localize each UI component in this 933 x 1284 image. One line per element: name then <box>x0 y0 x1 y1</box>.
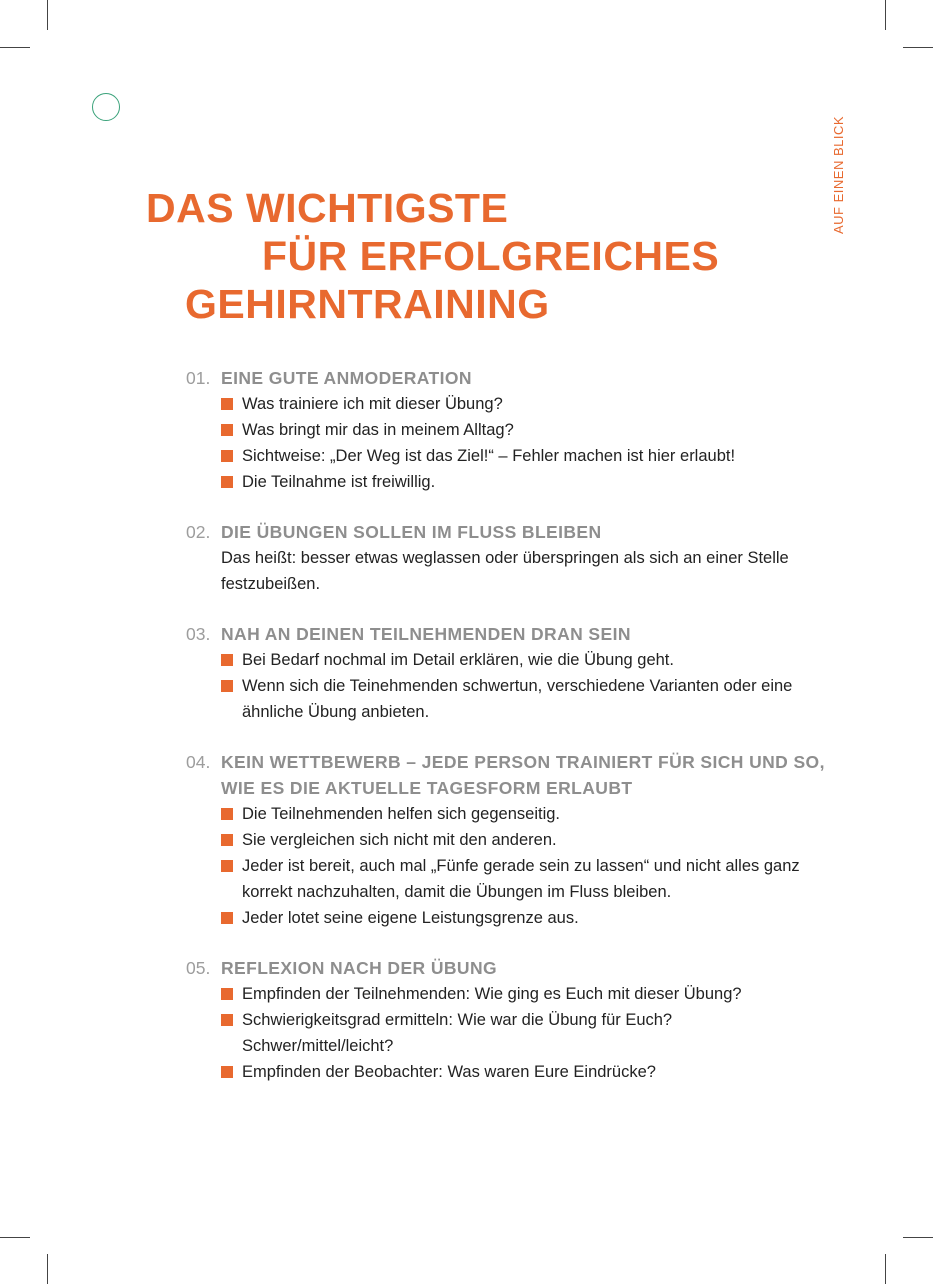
section-title: REFLEXION NACH DER ÜBUNG <box>221 958 497 978</box>
section-4 <box>186 749 826 931</box>
bullet-square-icon <box>221 834 233 846</box>
section-title: NAH AN DEINEN TEILNEHMENDEN DRAN SEIN <box>221 624 631 644</box>
section-heading <box>186 749 826 801</box>
list-item-text: Sichtweise: „Der Weg ist das Ziel!“ – Fehler machen ist hier erlaubt! <box>242 447 736 465</box>
list-item <box>221 827 826 853</box>
bullet-list <box>186 391 826 495</box>
bullet-square-icon <box>221 1066 233 1078</box>
bullet-square-icon <box>221 450 233 462</box>
section-number: 03. <box>186 624 211 644</box>
section-1 <box>186 365 826 495</box>
section-heading <box>186 365 826 391</box>
crop-mark-top-left-v <box>47 0 48 30</box>
section-5 <box>186 955 826 1085</box>
list-item <box>221 905 826 931</box>
section-text: Das heißt: besser etwas weglassen oder überspringen als sich an einer Stelle festzubeißen. <box>221 549 789 593</box>
section-title: KEIN WETTBEWERB – JEDE PERSON TRAINIERT FÜR SICH UND SO, WIE ES DIE AKTUELLE TAGESFORM ERLAUBT <box>221 752 825 798</box>
bullet-square-icon <box>221 680 233 692</box>
list-item-text: Was bringt mir das in meinem Alltag? <box>242 421 514 439</box>
list-item-text: Empfinden der Beobachter: Was waren Eure Eindrücke? <box>242 1063 656 1081</box>
list-item-text: Bei Bedarf nochmal im Detail erklären, wie die Übung geht. <box>242 651 674 669</box>
bullet-square-icon <box>221 1014 233 1026</box>
circle-mark-icon <box>92 93 120 121</box>
list-item <box>221 853 826 905</box>
crop-mark-top-right-v <box>885 0 886 30</box>
bullet-square-icon <box>221 808 233 820</box>
bullet-square-icon <box>221 654 233 666</box>
section-heading <box>186 519 826 545</box>
list-item-text: Jeder ist bereit, auch mal „Fünfe gerade sein zu lassen“ und nicht alles ganz korrekt nachzuhalten, damit die Übungen im Fluss bleiben. <box>242 857 800 901</box>
list-item-text: Schwierigkeitsgrad ermitteln: Wie war die Übung für Euch? Schwer/mittel/leicht? <box>242 1011 673 1055</box>
bullet-square-icon <box>221 424 233 436</box>
list-item <box>221 981 826 1007</box>
section-title: EINE GUTE ANMODERATION <box>221 368 472 388</box>
crop-mark-bottom-right-v <box>885 1254 886 1284</box>
section-title: DIE ÜBUNGEN SOLLEN IM FLUSS BLEIBEN <box>221 522 602 542</box>
list-item <box>221 673 826 725</box>
list-item <box>221 469 826 495</box>
bullet-list <box>186 801 826 931</box>
section-2 <box>186 519 826 597</box>
bullet-list <box>186 647 826 725</box>
list-item <box>221 1059 826 1085</box>
list-item-text: Die Teilnehmenden helfen sich gegenseitig. <box>242 805 560 823</box>
section-heading <box>186 621 826 647</box>
crop-mark-top-right-h <box>903 47 933 48</box>
bullet-square-icon <box>221 476 233 488</box>
section-heading <box>186 955 826 981</box>
crop-mark-bottom-left-v <box>47 1254 48 1284</box>
title-line-1: DAS WICHTIGSTE <box>146 185 509 231</box>
crop-mark-bottom-left-h <box>0 1237 30 1238</box>
list-item-text: Empfinden der Teilnehmenden: Wie ging es Euch mit dieser Übung? <box>242 985 742 1003</box>
section-number: 05. <box>186 958 211 978</box>
list-item <box>221 801 826 827</box>
crop-mark-bottom-right-h <box>903 1237 933 1238</box>
list-item <box>221 443 826 469</box>
list-item-text: Was trainiere ich mit dieser Übung? <box>242 395 503 413</box>
section-3 <box>186 621 826 725</box>
title-line-2: FÜR ERFOLGREICHES <box>262 233 720 279</box>
list-item <box>221 647 826 673</box>
bullet-square-icon <box>221 860 233 872</box>
crop-mark-top-left-h <box>0 47 30 48</box>
page-title <box>0 184 933 328</box>
bullet-square-icon <box>221 398 233 410</box>
list-item-text: Jeder lotet seine eigene Leistungsgrenze aus. <box>242 909 579 927</box>
section-number: 01. <box>186 368 211 388</box>
list-item-text: Wenn sich die Teinehmenden schwertun, verschiedene Varianten oder eine ähnliche Übung anbieten. <box>242 677 793 721</box>
title-line-3: GEHIRNTRAINING <box>185 281 550 327</box>
bullet-square-icon <box>221 988 233 1000</box>
list-item <box>221 1007 826 1059</box>
section-number: 02. <box>186 522 211 542</box>
side-label-text: AUF EINEN BLICK <box>831 115 846 234</box>
list-item <box>221 417 826 443</box>
bullet-list <box>186 981 826 1085</box>
list-item <box>221 391 826 417</box>
sections-list <box>186 365 826 1109</box>
bullet-square-icon <box>221 912 233 924</box>
section-number: 04. <box>186 752 211 772</box>
list-item-text: Sie vergleichen sich nicht mit den anderen. <box>242 831 557 849</box>
list-item-text: Die Teilnahme ist freiwillig. <box>242 473 436 491</box>
